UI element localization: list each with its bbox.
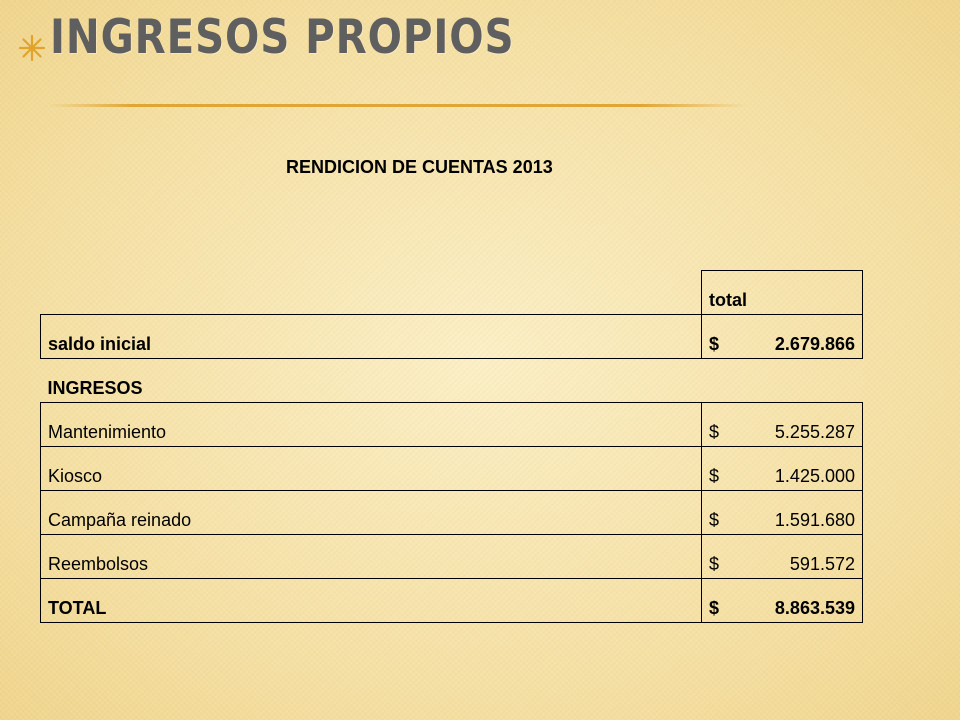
row-amount-cell xyxy=(702,491,863,535)
opening-balance-amount-cell xyxy=(702,315,863,359)
currency-symbol: $ xyxy=(709,554,720,574)
starburst-icon xyxy=(18,34,46,62)
table-row xyxy=(41,403,863,447)
row-amount-cell xyxy=(702,535,863,579)
row-label: Reembolsos xyxy=(41,535,702,579)
column-header-total: total xyxy=(702,271,863,315)
row-label: Campaña reinado xyxy=(41,491,702,535)
table-row xyxy=(41,447,863,491)
row-amount: 5.255.287 xyxy=(774,422,855,442)
total-amount-cell xyxy=(702,579,863,623)
row-amount-cell xyxy=(702,447,863,491)
row-amount: 1.425.000 xyxy=(774,466,855,486)
row-label: Mantenimiento xyxy=(41,403,702,447)
total-row xyxy=(41,579,863,623)
opening-balance-row xyxy=(41,315,863,359)
section-label-ingresos: INGRESOS xyxy=(47,378,143,398)
title-underline xyxy=(48,104,748,107)
total-label: TOTAL xyxy=(41,579,702,623)
table-row xyxy=(41,535,863,579)
row-amount: 591.572 xyxy=(789,554,855,574)
section-row xyxy=(41,359,863,403)
currency-symbol: $ xyxy=(709,422,720,442)
table-row xyxy=(41,491,863,535)
currency-symbol: $ xyxy=(709,466,720,486)
currency-symbol: $ xyxy=(709,334,720,354)
opening-balance-amount: 2.679.866 xyxy=(774,334,855,354)
row-amount-cell xyxy=(702,403,863,447)
report-subtitle: RENDICION DE CUENTAS 2013 xyxy=(286,157,553,177)
currency-symbol: $ xyxy=(709,598,720,618)
table-header-row xyxy=(41,271,863,315)
total-amount: 8.863.539 xyxy=(774,598,855,618)
opening-balance-label: saldo inicial xyxy=(41,315,702,359)
income-table xyxy=(40,270,863,623)
row-amount: 1.591.680 xyxy=(774,510,855,530)
row-label: Kiosco xyxy=(41,447,702,491)
currency-symbol: $ xyxy=(709,510,720,530)
slide-title: INGRESOS PROPIOS xyxy=(50,10,515,65)
